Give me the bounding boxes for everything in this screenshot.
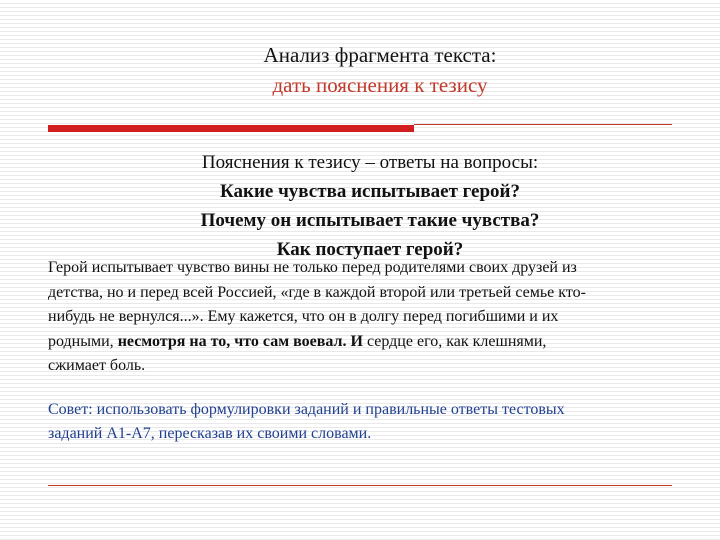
paragraph-text-part2: сердце его, как клешнями, сжимает боль. [48, 332, 547, 374]
questions-intro: Пояснения к тезису – ответы на вопросы: [201, 152, 539, 173]
top-divider-thin-line [414, 124, 672, 125]
title-line-main: Анализ фрагмента текста: [263, 43, 497, 67]
slide-title [0, 40, 720, 100]
question-1: Какие чувства испытывает герой? [219, 181, 521, 202]
question-3: Как поступает герой? [276, 239, 464, 260]
questions-block [0, 148, 720, 264]
title-line-subtitle: дать пояснения к тезису [272, 73, 488, 97]
bottom-divider-line [48, 485, 672, 486]
paragraph-text-part1: Герой испытывает чувство вины не только перед родителями своих друзей из детства, но и перед всей Россией, «где в каждой второй или третьей семье кто-нибудь не вернулся...». Ему кажется, что он в долгу перед погибшими и их родными, [48, 259, 586, 350]
paragraph-emphasis: несмотря на то, что сам воевал. И [117, 332, 363, 350]
advice-note: Совет: использовать формулировки заданий и правильные ответы тестовых заданий А1-А7, пересказав их своими словами. [48, 401, 565, 442]
analysis-paragraph [48, 256, 608, 379]
top-divider-red-bar [48, 125, 414, 132]
question-2: Почему он испытывает такие чувства? [200, 210, 540, 231]
